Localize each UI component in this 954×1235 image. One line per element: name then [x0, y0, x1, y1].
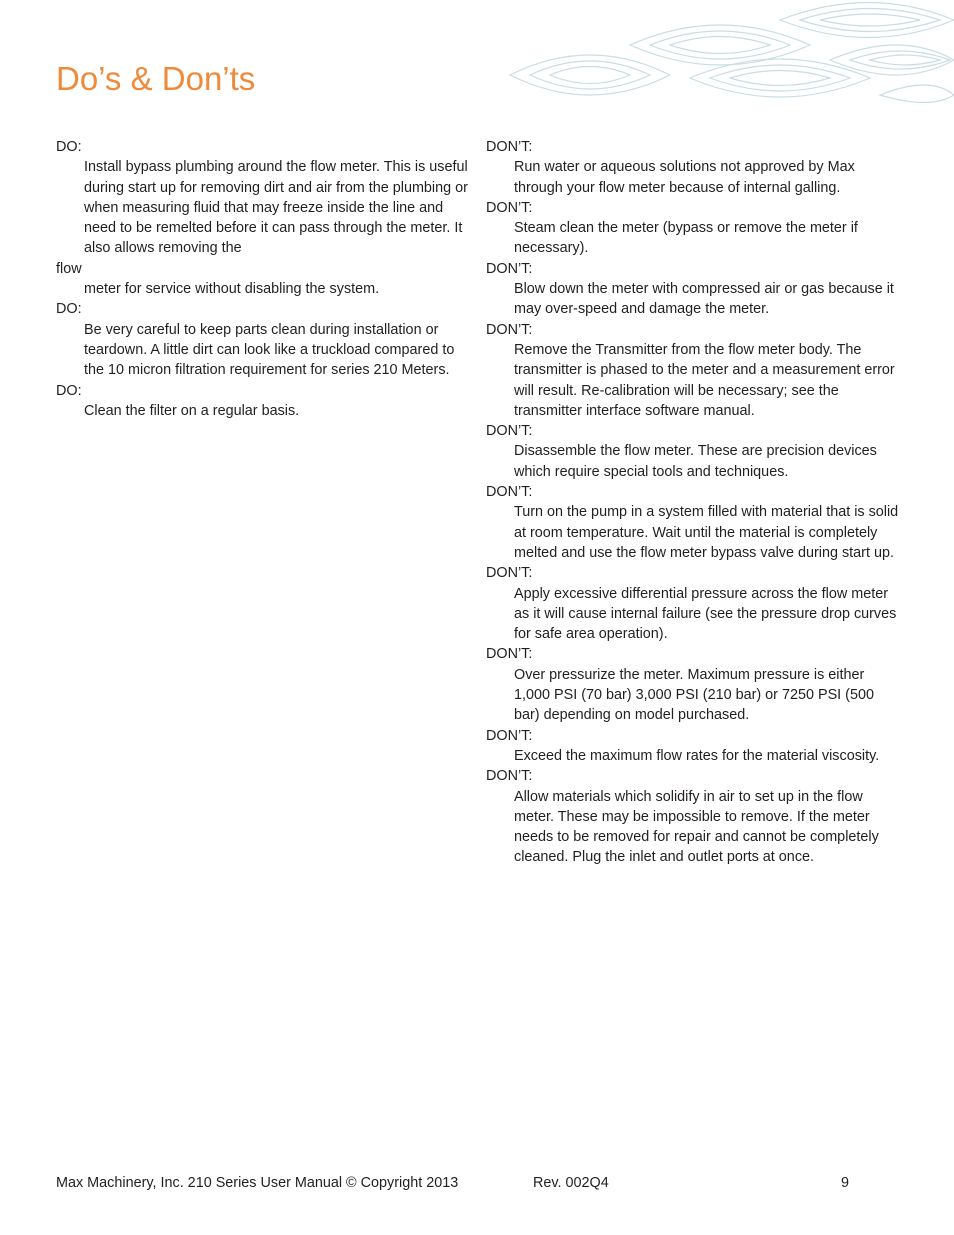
do-label: DO: [56, 139, 82, 155]
dont-label: DON’T: [486, 321, 533, 338]
dont-item: Over pressurize the meter. Maximum pressure is either 1,000 PSI (70 bar) 3,000 PSI (210 bar) or 7250 PSI (500 bar) depending on model purchased. [514, 666, 874, 724]
do-item-keep-clean: Be very careful to keep parts clean during installation or teardown. A little dirt can look like a truckload compared to the 10 micron filtration requirement for series 210 Meters. [84, 321, 455, 379]
footer-revision: Rev. 002Q4 [533, 1175, 609, 1191]
dont-item: Run water or aqueous solutions not approved by Max through your flow meter because of internal galling. [514, 159, 855, 196]
dont-item: Remove the Transmitter from the flow meter body. The transmitter is phased to the meter and a measurement error will result. Re-calibration will be necessary; see the transmitter interface software manual. [514, 341, 895, 419]
dont-item: Disassemble the flow meter. These are precision devices which require special tools and techniques. [514, 443, 877, 480]
do-item-bypass-plumbing-continued: meter for service without disabling the system. [84, 281, 380, 298]
page-number: 9 [841, 1175, 850, 1191]
do-column [56, 137, 468, 421]
dont-item: Exceed the maximum flow rates for the material viscosity. [514, 747, 880, 764]
dont-item: Apply excessive differential pressure across the flow meter as it will cause internal failure (see the pressure drop curves for safe area operation). [514, 585, 897, 643]
dont-item: Blow down the meter with compressed air or gas because it may over-speed and damage the meter. [514, 281, 894, 318]
do-item-bypass-plumbing: Install bypass plumbing around the flow meter. This is useful during start up for removing dirt and air from the plumbing or when measuring fluid that may freeze inside the line and need to be remelted before it can pass through the meter. It also allows removing the [84, 159, 468, 257]
dont-label: DON’T: [486, 139, 533, 155]
dont-label: DON’T: [486, 199, 533, 216]
dont-label: DON’T: [486, 646, 533, 663]
footer-copyright: Max Machinery, Inc. 210 Series User Manual © Copyright 2013 [56, 1175, 459, 1191]
dont-label: DON’T: [486, 423, 533, 440]
do-label: DO: [56, 382, 82, 399]
do-item-orphan-word: flow [56, 260, 82, 277]
dont-item: Steam clean the meter (bypass or remove the meter if necessary). [514, 220, 858, 257]
dont-label: DON’T: [486, 565, 533, 582]
dont-label: DON’T: [486, 727, 533, 744]
dont-column [486, 137, 900, 868]
page-title: Do’s & Don’ts [56, 60, 256, 97]
dont-label: DON’T: [486, 768, 533, 785]
dont-item: Allow materials which solidify in air to set up in the flow meter. These may be impossible to remove. If the meter needs to be removed for repair and cannot be completely cleaned. Plug the inlet and outlet ports at once. [514, 788, 879, 866]
dont-label: DON’T: [486, 484, 533, 501]
dont-item: Turn on the pump in a system filled with material that is solid at room temperature. Wait until the material is completely melted and use the flow meter bypass valve during start up. [514, 504, 899, 561]
do-item-clean-filter: Clean the filter on a regular basis. [84, 402, 300, 419]
wave-pattern-decoration [500, 0, 954, 110]
do-label: DO: [56, 301, 82, 318]
dont-label: DON’T: [486, 260, 533, 277]
